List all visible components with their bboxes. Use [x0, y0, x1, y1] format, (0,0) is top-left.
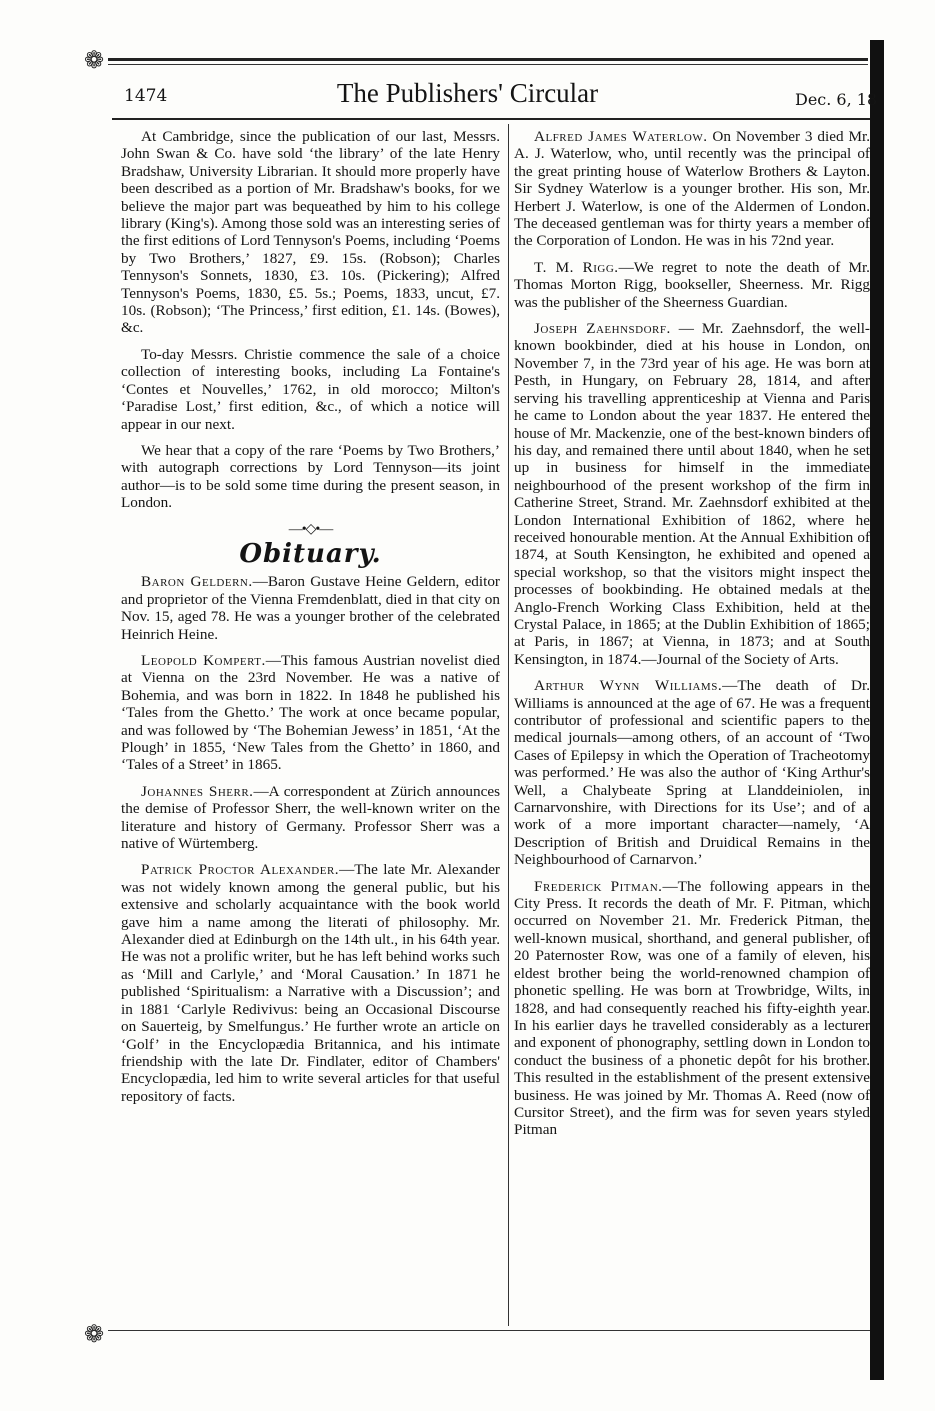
obituary-entry: [514, 878, 870, 1139]
corner-ornament-icon: ❁: [84, 46, 105, 74]
section-divider: —•◇•—: [288, 521, 333, 537]
obituary-entry: [121, 573, 500, 643]
obituary-name: Arthur Wynn Williams.: [534, 677, 723, 695]
page-title: The Publishers' Circular: [336, 78, 599, 108]
obituary-name: Leopold Kompert.: [141, 651, 266, 669]
obituary-name: Patrick Proctor Alexander.: [141, 861, 340, 879]
obituary-entry: [514, 320, 870, 668]
obituary-text: —The late Mr. Alexander was not widely known among the general public, but his extensive and scholarly acquaintance with the book world gave him a name among the literati of philosophy. Mr. Alexander died at Edinburgh on the 14th ult., in his 64th year. He was not a prolific writer, but he has left behind works such as ‘Mill and Carlyle,’ and ‘Moral Causation.’ In 1871 he published ‘Spiritualism: a Narrative with a Discussion’; and in 1881 ‘Carlyle Redivivus: being an Occasional Discourse on Sauerteig, by Smelfungus.’ He further wrote an article on ‘Golf’ in the Encyclopædia Britannica, and his intimate friendship with the late Dr. Findlater, editor of Chambers' Encyclopædia, led him to write several articles for that useful repository of facts.: [121, 861, 500, 1105]
obituary-name: Joseph Zaehnsdorf.: [534, 320, 671, 338]
corner-ornament-icon: ❁: [84, 1320, 105, 1348]
obituary-text: —The following appears in the City Press. It records the death of Mr. F. Pitman, which occurred on November 21. Mr. Frederick Pitman, the well-known musical, shorthand, and general publisher, of 20 Paternoster Row, was one of a family of eleven, his eldest brother being the world-renowned champion of phonetic spelling. He was born at Trowbridge, Wilts, in 1828, and had consequently reached his fifty-eighth year. In his earlier days he travelled considerably as a lecturer and exponent of phonography, settling down in London to conduct the business of a phonetic depôt for his brother. This resulted in the establishment of the present extensive business. He was joined by Mr. Thomas A. Reed (now of Cursitor Street), and the firm was for seven years styled Pitman: [514, 877, 870, 1139]
right-column: [514, 128, 870, 1348]
page-number: 1474: [124, 86, 168, 106]
obituary-text: —The death of Dr. Williams is announced at the age of 67. He was a frequent contributor of professional and scientific papers to the medical journals—among others, of an account of ‘Two Cases of Epilepsy in which the Operation of Tracheotomy was performed.’ He was also the author of ‘King Arthur's Well, a Chalybeate Spring at Llanddeiniolen, in Carnarvonshire, with Directions for its Use’; and of a work of a more important character—namely, ‘A Description of British and Druidical Remains in the Neighbourhood of Carnarvon.’: [514, 677, 870, 869]
obituary-text: —We regret to note the death of Mr. Thomas Morton Rigg, bookseller, Sheerness. Mr. Rigg was the publisher of the Sheerness Guardian.: [514, 258, 870, 311]
obituary-name: T. M. Rigg.: [534, 258, 619, 276]
obituary-name: Johannes Sherr.: [141, 782, 254, 800]
top-border-rule: [108, 58, 868, 61]
obituary-name: Frederick Pitman.: [534, 877, 663, 895]
obituary-name: Alfred James Waterlow.: [534, 128, 708, 145]
paragraph-christie-sale: To-day Messrs. Christie commence the sale of a choice collection of interesting books, including La Fontaine's ‘Contes et Nouvelles,’ 1762, in old morocco; Milton's ‘Paradise Lost,’ first edition, &c., of which a notice will appear in our next.: [121, 345, 500, 433]
obituary-text: —Baron Gustave Heine Geldern, editor and proprietor of the Vienna Fremdenblatt, died in that city on Nov. 15, aged 78. He was a younger brother of the celebrated Heinrich Heine.: [121, 573, 500, 643]
obituary-entry: [514, 677, 870, 868]
page-edge-shadow: [870, 40, 884, 1380]
obituary-entry: [121, 652, 500, 774]
paragraph-tennyson-copy: We hear that a copy of the rare ‘Poems by Two Brothers,’ with autograph corrections by Lord Tennyson—its joint author—is to be sold some time during the present season, in London.: [121, 441, 500, 512]
obituary-entry: [121, 783, 500, 853]
column-divider: [508, 124, 509, 1326]
top-border-rule-thin: [108, 64, 868, 65]
header-rule: [112, 118, 870, 120]
obituary-entry: [121, 861, 500, 1105]
obituary-entry: [514, 128, 870, 250]
obituary-text: On November 3 died Mr. A. J. Waterlow, who, until recently was the principal of the great printing house of Waterlow Brothers & Layton. Sir Sydney Waterlow is a younger brother. His son, Mr. Herbert J. Waterlow, is one of the Aldermen of London. The deceased gentleman was for thirty years a member of the Corporation of London. He was in his 72nd year.: [514, 128, 870, 250]
paragraph-cambridge-sale: At Cambridge, since the publication of our last, Messrs. John Swan & Co. have sold ‘the library’ of the late Henry Bradshaw, University Librarian. It should more properly have been described as a portion of Mr. Bradshaw's books, for we believe the major part was bequeathed by him to his college library (King's). Among those sold was an interesting series of the first editions of Lord Tennyson's Poems, including ‘Poems by Two Brothers,’ 1827, £9. 15s. (Robson); Charles Tennyson's Sonnets, 1830, £3. 10s. (Pickering); Alfred Tennyson's Poems, 1830, £5. 5s.; Poems, 1833, uncut, £7. 10s. (Robson); ‘The Princess,’ first edition, £1. 14s. (Bowes), &c.: [121, 128, 500, 337]
obituary-text: — Mr. Zaehnsdorf, the well-known bookbinder, died at his house in London, on November 7, in the 73rd year of his age. He was born at Pesth, in Hungary, on February 28, 1814, and after serving his travelling apprenticeship at Vienna and Paris he came to London about the year 1837. He entered the house of Mr. Mackenzie, one of the best-known binders of his day, and remained there until about 1840, when he set up in business for himself in the immediate neighbourhood of the present workshop of the firm in Catherine Street, Strand. Mr. Zaehnsdorf exhibited at the London International Exhibition of 1862, where he received honourable mention. At the Annual Exhibition of 1874, at South Kensington, he exhibited and opened a special workshop, so that the visitors might inspect the processes of bookbinding. He obtained medals at the Anglo-French Working Class Exhibition, held at the Crystal Palace, in 1865; at the Dublin Exhibition of 1865; at Paris, in 1867; at Vienna, in 1873; and at South Kensington, in 1874.—Journal of the Society of Arts.: [514, 320, 870, 668]
left-column: [121, 128, 500, 1114]
obituary-entry: [514, 259, 870, 311]
obituary-text: —A correspondent at Zürich announces the demise of Professor Sherr, the well-known writer on the literature and history of Germany. Professor Sherr was a native of Würtemberg.: [121, 782, 500, 853]
obituary-name: Baron Geldern.: [141, 573, 253, 591]
obituary-text: —This famous Austrian novelist died at Vienna on the 23rd November. He was a native of Bohemia, and was born in 1822. In 1848 he published his ‘Tales from the Ghetto.’ The work at once became popular, and was followed by ‘The Bohemian Jewess’ in 1851, ‘At the Plough’ in 1855, ‘New Tales from the Ghetto’ in 1860, and ‘Tales of a Street’ in 1865.: [121, 651, 500, 774]
page-date: Dec. 6, 18: [795, 90, 878, 109]
section-heading-obituary: Obituary.: [239, 538, 382, 569]
